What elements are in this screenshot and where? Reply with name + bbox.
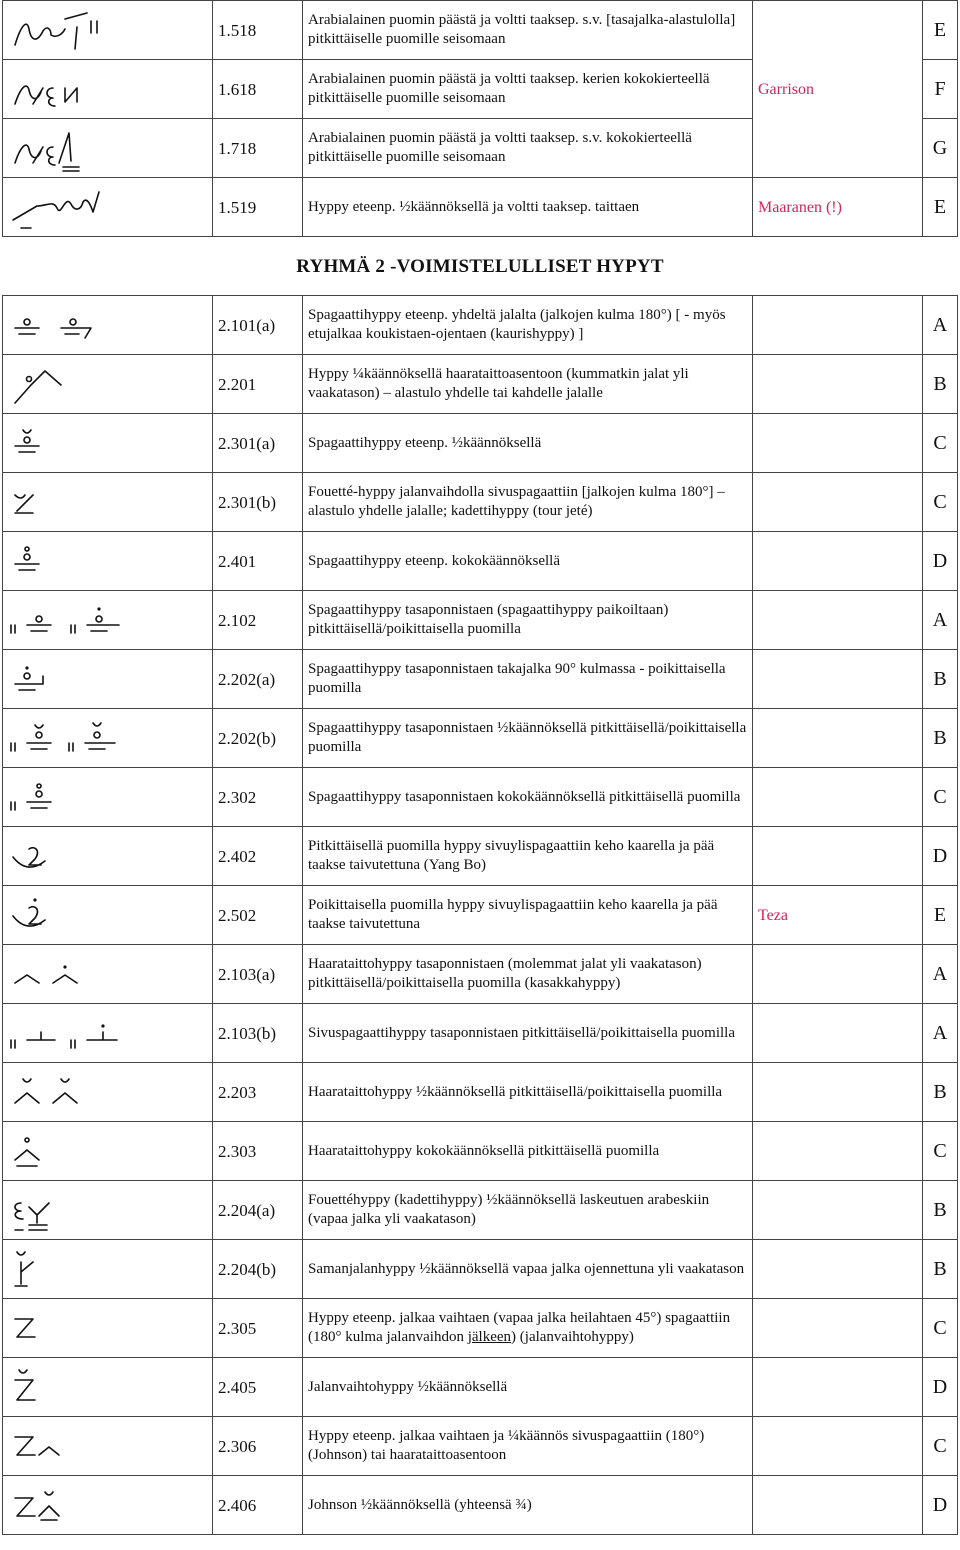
difficulty-value: D bbox=[923, 1358, 958, 1417]
element-description: Arabialainen puomin päästä ja voltti taaksep. s.v. [tasajalka-alastulolla] pitkittäiselle puomille seisomaan bbox=[303, 1, 753, 60]
element-description: Spagaattihyppy tasaponnistaen kokokäännöksellä pitkittäisellä puomilla bbox=[303, 768, 753, 827]
element-name-note bbox=[753, 1476, 923, 1535]
element-name-note bbox=[753, 473, 923, 532]
element-code: 2.302 bbox=[213, 768, 303, 827]
element-description: Fouetté-hyppy jalanvaihdolla sivuspagaattiin [jalkojen kulma 180°] – alastulo yhdelle jalalle; kadettihyppy (tour jeté) bbox=[303, 473, 753, 532]
table-row bbox=[3, 473, 958, 532]
symbol-cell bbox=[3, 355, 213, 414]
element-code: 1.519 bbox=[213, 178, 303, 237]
element-name-note bbox=[753, 296, 923, 355]
symbol-cell bbox=[3, 119, 213, 178]
element-description: Spagaattihyppy tasaponnistaen (spagaattihyppy paikoiltaan) pitkittäisellä/poikittaisella puomilla bbox=[303, 591, 753, 650]
element-description: Haarataittohyppy tasaponnistaen (molemmat jalat yli vaakatason) pitkittäisellä/poikittaisella puomilla (kasakkahyppy) bbox=[303, 945, 753, 1004]
group-heading-row bbox=[3, 237, 958, 296]
difficulty-value: C bbox=[923, 414, 958, 473]
element-code: 2.201 bbox=[213, 355, 303, 414]
difficulty-value: D bbox=[923, 532, 958, 591]
element-code: 2.103(b) bbox=[213, 1004, 303, 1063]
table-row bbox=[3, 1240, 958, 1299]
element-name-note bbox=[753, 414, 923, 473]
symbol-cell bbox=[3, 768, 213, 827]
element-description: Samanjalanhyppy ½käännöksellä vapaa jalka ojennettuna yli vaakatason bbox=[303, 1240, 753, 1299]
element-description: Hyppy eteenp. ½käännöksellä ja voltti taaksep. taittaen bbox=[303, 178, 753, 237]
difficulty-value: A bbox=[923, 296, 958, 355]
element-description: Spagaattihyppy eteenp. kokokäännöksellä bbox=[303, 532, 753, 591]
table-row bbox=[3, 1122, 958, 1181]
difficulty-value: E bbox=[923, 178, 958, 237]
element-name-note bbox=[753, 945, 923, 1004]
table-row bbox=[3, 1004, 958, 1063]
element-code: 2.305 bbox=[213, 1299, 303, 1358]
table-row bbox=[3, 1181, 958, 1240]
difficulty-value: B bbox=[923, 709, 958, 768]
element-description: Arabialainen puomin päästä ja voltti taaksep. s.v. kokokierteellä pitkittäiselle puomille seisomaan bbox=[303, 119, 753, 178]
element-name-note: Maaranen (!) bbox=[753, 178, 923, 237]
difficulty-value: C bbox=[923, 768, 958, 827]
difficulty-value: A bbox=[923, 1004, 958, 1063]
element-name-note bbox=[753, 532, 923, 591]
element-code: 1.718 bbox=[213, 119, 303, 178]
element-code: 2.103(a) bbox=[213, 945, 303, 1004]
element-code: 2.101(a) bbox=[213, 296, 303, 355]
description-rendered: Hyppy eteenp. jalkaa vaihtaen (vapaa jalka heilahtaen 45°) spagaattiin (180° kulma jalanvaihdon jälkeen) (jalanvaihtohyppy) bbox=[308, 1310, 731, 1345]
symbol-cell bbox=[3, 1004, 213, 1063]
difficulty-value: F bbox=[923, 60, 958, 119]
jalanvaihto-half-symbol bbox=[7, 1362, 207, 1412]
table-row bbox=[3, 1, 958, 60]
symbol-cell bbox=[3, 945, 213, 1004]
element-code: 2.301(a) bbox=[213, 414, 303, 473]
symbol-cell bbox=[3, 827, 213, 886]
fouette-arabesk-symbol bbox=[7, 1185, 207, 1235]
difficulty-value: G bbox=[923, 119, 958, 178]
symbol-cell bbox=[3, 709, 213, 768]
element-name-note bbox=[753, 768, 923, 827]
difficulty-value: B bbox=[923, 355, 958, 414]
tasaponnistus-spagaatti-symbol bbox=[7, 595, 207, 645]
table-row bbox=[3, 591, 958, 650]
table-row bbox=[3, 532, 958, 591]
element-code: 2.204(b) bbox=[213, 1240, 303, 1299]
element-code: 2.203 bbox=[213, 1063, 303, 1122]
difficulty-value: B bbox=[923, 1063, 958, 1122]
haarataitto-symbol bbox=[7, 949, 207, 999]
difficulty-value: E bbox=[923, 1, 958, 60]
element-description: Jalanvaihtohyppy ½käännöksellä bbox=[303, 1358, 753, 1417]
element-name-note bbox=[753, 1004, 923, 1063]
symbol-cell bbox=[3, 1, 213, 60]
element-code: 2.102 bbox=[213, 591, 303, 650]
element-name-note bbox=[753, 1417, 923, 1476]
element-description: Sivuspagaattihyppy tasaponnistaen pitkittäisellä/poikittaisella puomilla bbox=[303, 1004, 753, 1063]
table-row bbox=[3, 709, 958, 768]
hyppy-voltti-symbol bbox=[7, 182, 207, 232]
sivuyli-symbol bbox=[7, 831, 207, 881]
symbol-cell bbox=[3, 178, 213, 237]
element-description: Spagaattihyppy tasaponnistaen ½käännöksellä pitkittäisellä/poikittaisella puomilla bbox=[303, 709, 753, 768]
element-code: 2.502 bbox=[213, 886, 303, 945]
element-code: 1.618 bbox=[213, 60, 303, 119]
tasaponnistus-full-symbol bbox=[7, 772, 207, 822]
element-table bbox=[2, 0, 958, 1535]
table-row bbox=[3, 1063, 958, 1122]
table-row bbox=[3, 827, 958, 886]
symbol-cell bbox=[3, 1122, 213, 1181]
difficulty-value: B bbox=[923, 650, 958, 709]
table-row bbox=[3, 886, 958, 945]
difficulty-value: D bbox=[923, 1476, 958, 1535]
haarataitto-half-symbol bbox=[7, 1067, 207, 1117]
fouette-symbol bbox=[7, 477, 207, 527]
element-code: 2.301(b) bbox=[213, 473, 303, 532]
element-name-note bbox=[753, 355, 923, 414]
spagaatti-full-turn-symbol bbox=[7, 536, 207, 586]
difficulty-value: B bbox=[923, 1240, 958, 1299]
element-name-note bbox=[753, 709, 923, 768]
arabian-voltti-symbol bbox=[7, 5, 207, 55]
element-description: Spagaattihyppy eteenp. ½käännöksellä bbox=[303, 414, 753, 473]
table-row bbox=[3, 355, 958, 414]
element-code: 2.202(a) bbox=[213, 650, 303, 709]
element-description: Poikittaisella puomilla hyppy sivuylispagaattiin keho kaarella ja pää taakse taivutettuna bbox=[303, 886, 753, 945]
element-description: Spagaattihyppy eteenp. yhdeltä jalalta (jalkojen kulma 180°) [ - myös etujalkaa koukistaen-ojentaen (kaurishyppy) ] bbox=[303, 296, 753, 355]
symbol-cell bbox=[3, 414, 213, 473]
element-name-note bbox=[753, 827, 923, 886]
element-description: Haarataittohyppy kokokäännöksellä pitkittäisellä puomilla bbox=[303, 1122, 753, 1181]
element-description: Johnson ½käännöksellä (yhteensä ¾) bbox=[303, 1476, 753, 1535]
table-row bbox=[3, 1299, 958, 1358]
symbol-cell bbox=[3, 1240, 213, 1299]
takajalka-symbol bbox=[7, 654, 207, 704]
sivuyli-dot-symbol bbox=[7, 890, 207, 940]
table-row bbox=[3, 650, 958, 709]
table-row bbox=[3, 296, 958, 355]
table-row bbox=[3, 1417, 958, 1476]
element-name-note: Teza bbox=[753, 886, 923, 945]
spagaatti-half-turn-symbol bbox=[7, 418, 207, 468]
element-code: 2.303 bbox=[213, 1122, 303, 1181]
element-code: 2.401 bbox=[213, 532, 303, 591]
element-description: Haarataittohyppy ½käännöksellä pitkittäisellä/poikittaisella puomilla bbox=[303, 1063, 753, 1122]
table-row bbox=[3, 414, 958, 473]
table-row bbox=[3, 945, 958, 1004]
arabian-kerien-symbol bbox=[7, 64, 207, 114]
difficulty-value: A bbox=[923, 945, 958, 1004]
jalanvaihto-symbol bbox=[7, 1303, 207, 1353]
table-row bbox=[3, 768, 958, 827]
element-name-note bbox=[753, 650, 923, 709]
element-description: Pitkittäisellä puomilla hyppy sivuylispagaattiin keho kaarella ja pää taakse taivutettuna (Yang Bo) bbox=[303, 827, 753, 886]
tasaponnistus-half-symbol bbox=[7, 713, 207, 763]
symbol-cell bbox=[3, 1063, 213, 1122]
haara-kaanto-symbol bbox=[7, 359, 207, 409]
element-code: 1.518 bbox=[213, 1, 303, 60]
difficulty-value: C bbox=[923, 1299, 958, 1358]
table-row bbox=[3, 178, 958, 237]
symbol-cell bbox=[3, 1181, 213, 1240]
table-row bbox=[3, 1358, 958, 1417]
johnson-half-symbol bbox=[7, 1480, 207, 1530]
symbol-cell bbox=[3, 650, 213, 709]
element-name-note bbox=[753, 591, 923, 650]
symbol-cell bbox=[3, 1358, 213, 1417]
spagaatti-symbol bbox=[7, 300, 207, 350]
element-name-note: Garrison bbox=[753, 1, 923, 178]
difficulty-value: E bbox=[923, 886, 958, 945]
haarataitto-full-symbol bbox=[7, 1126, 207, 1176]
element-code: 2.306 bbox=[213, 1417, 303, 1476]
table-row bbox=[3, 1476, 958, 1535]
symbol-cell bbox=[3, 1417, 213, 1476]
element-description bbox=[303, 1299, 753, 1358]
symbol-cell bbox=[3, 60, 213, 119]
symbol-cell bbox=[3, 1476, 213, 1535]
element-description: Spagaattihyppy tasaponnistaen takajalka 90° kulmassa - poikittaisella puomilla bbox=[303, 650, 753, 709]
element-name-note bbox=[753, 1240, 923, 1299]
samanjalka-symbol bbox=[7, 1244, 207, 1294]
symbol-cell bbox=[3, 473, 213, 532]
element-code: 2.204(a) bbox=[213, 1181, 303, 1240]
symbol-cell bbox=[3, 296, 213, 355]
element-code: 2.202(b) bbox=[213, 709, 303, 768]
element-name-note bbox=[753, 1122, 923, 1181]
element-description: Fouettéhyppy (kadettihyppy) ½käännöksellä laskeutuen arabeskiin (vapaa jalka yli vaakatason) bbox=[303, 1181, 753, 1240]
group-heading: RYHMÄ 2 -VOIMISTELULLISET HYPYT bbox=[296, 255, 664, 277]
symbol-cell bbox=[3, 591, 213, 650]
element-code: 2.406 bbox=[213, 1476, 303, 1535]
symbol-cell bbox=[3, 1299, 213, 1358]
element-name-note bbox=[753, 1299, 923, 1358]
difficulty-value: D bbox=[923, 827, 958, 886]
element-code: 2.405 bbox=[213, 1358, 303, 1417]
element-description: Hyppy ¼käännöksellä haarataittoasentoon (kummatkin jalat yli vaakatason) – alastulo yhdelle tai kahdelle jalalle bbox=[303, 355, 753, 414]
element-name-note bbox=[753, 1063, 923, 1122]
element-name-note bbox=[753, 1358, 923, 1417]
element-description: Arabialainen puomin päästä ja voltti taaksep. kerien kokokierteellä pitkittäiselle puomille seisomaan bbox=[303, 60, 753, 119]
difficulty-value: C bbox=[923, 1417, 958, 1476]
difficulty-value: B bbox=[923, 1181, 958, 1240]
difficulty-value: C bbox=[923, 1122, 958, 1181]
arabian-kokokierre-symbol bbox=[7, 123, 207, 173]
johnson-symbol bbox=[7, 1421, 207, 1471]
element-description: Hyppy eteenp. jalkaa vaihtaen ja ¼käännös sivuspagaattiin (180°) (Johnson) tai haarataittoasentoon bbox=[303, 1417, 753, 1476]
sivuspagaatti-symbol bbox=[7, 1008, 207, 1058]
element-name-note bbox=[753, 1181, 923, 1240]
difficulty-value: A bbox=[923, 591, 958, 650]
symbol-cell bbox=[3, 532, 213, 591]
symbol-cell bbox=[3, 886, 213, 945]
element-code: 2.402 bbox=[213, 827, 303, 886]
difficulty-value: C bbox=[923, 473, 958, 532]
